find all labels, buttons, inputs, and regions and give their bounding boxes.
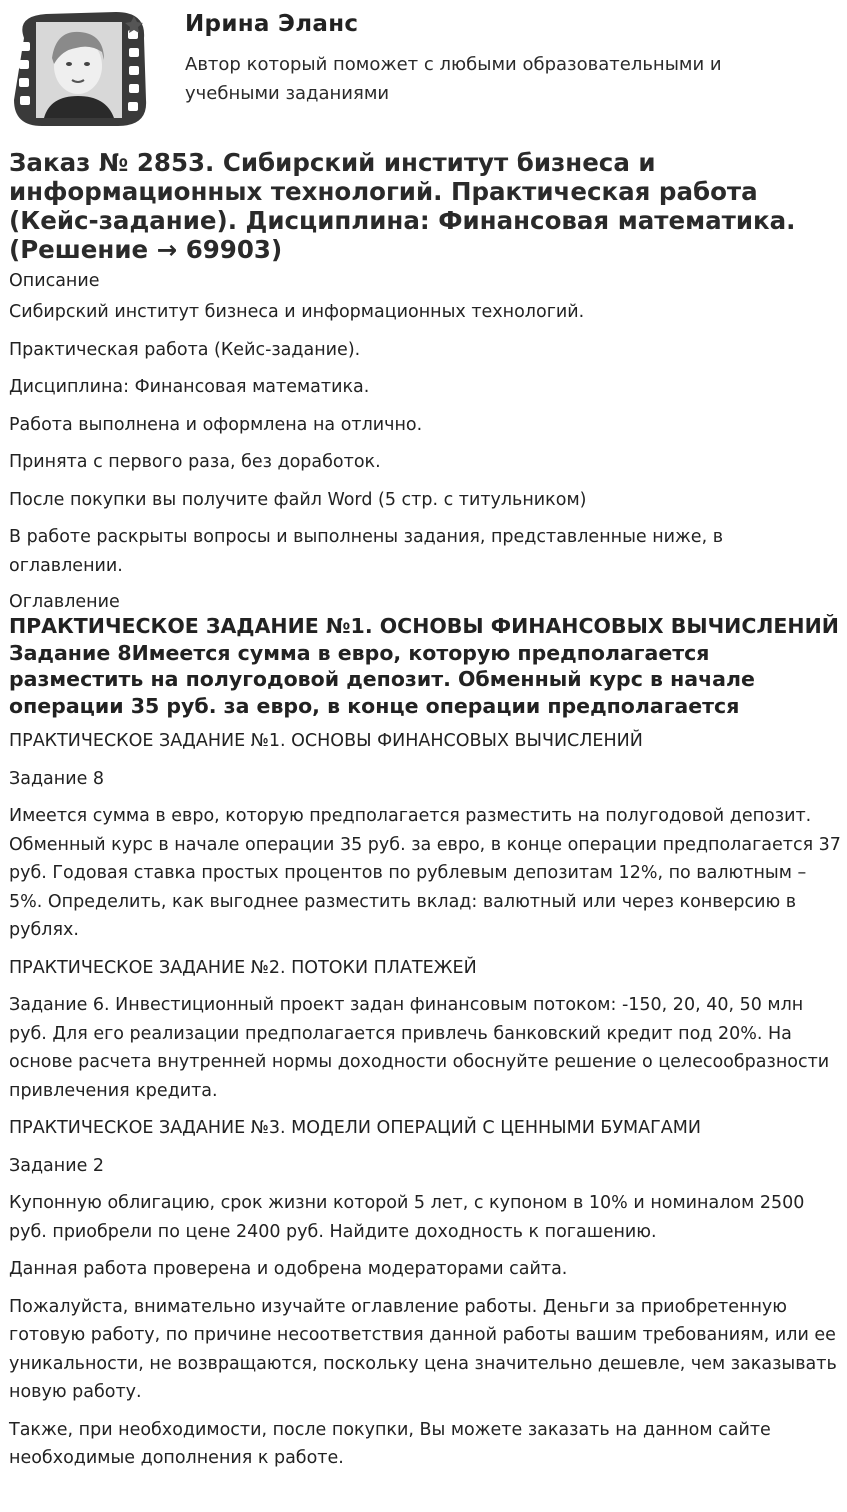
toc-paragraph: Задание 8 — [9, 768, 105, 789]
toc-heading: ПРАКТИЧЕСКОЕ ЗАДАНИЕ №1. ОСНОВЫ ФИНАНСОВЫХ ВЫЧИСЛЕНИЙ Задание 8Имеется сумма в евро, которую предполагается разместить на полугодовой депозит. Обменный курс в начале операции 35 руб. за евро, в конце операции предполагается — [9, 614, 839, 718]
author-block — [0, 0, 847, 140]
description-paragraph: В работе раскрыты вопросы и выполнены задания, представленные ниже, в оглавлении. — [9, 527, 724, 576]
description-label: Описание — [9, 271, 100, 291]
toc-paragraph: ПРАКТИЧЕСКОЕ ЗАДАНИЕ №3. МОДЕЛИ ОПЕРАЦИЙ С ЦЕННЫМИ БУМАГАМИ — [9, 1118, 701, 1139]
author-description: Автор который поможет с любыми образовательными и учебными заданиями — [185, 54, 722, 104]
description-paragraph: Работа выполнена и оформлена на отлично. — [9, 414, 423, 435]
toc-paragraph: Данная работа проверена и одобрена модераторами сайта. — [9, 1259, 568, 1280]
author-name[interactable]: Ирина Эланс — [185, 11, 359, 37]
toc-paragraph: Имеется сумма в евро, которую предполагается разместить на полугодовой депозит. Обменный курс в начале операции 35 руб. за евро, в конце операции предполагается 37 руб. Годовая ставка простых процентов по рублевым депозитам 12%, по валютным – 5%. Определить, как выгоднее разместить вклад: валютный или через конверсию в рублях. — [9, 806, 841, 941]
toc-paragraph: Задание 6. Инвестиционный проект задан финансовым потоком: -150, 20, 40, 50 млн руб. Для его реализации предполагается привлечь банковский кредит под 20%. На основе расчета внутренней нормы доходности обоснуйте решение о целесообразности привлечения кредита. — [9, 995, 830, 1101]
toc-label: Оглавление — [9, 592, 120, 612]
order-title: Заказ № 2853. Сибирский институт бизнеса и информационных технологий. Практическая работа (Кейс-задание). Дисциплина: Финансовая математика. (Решение → 69903) — [9, 148, 796, 264]
description-paragraph: После покупки вы получите файл Word (5 стр. с титульником) — [9, 489, 587, 510]
author-avatar-icon[interactable] — [6, 8, 152, 128]
order-content — [9, 148, 841, 1482]
description-paragraph: Дисциплина: Финансовая математика. — [9, 377, 370, 397]
description-paragraph: Сибирский институт бизнеса и информационных технологий. — [9, 302, 585, 322]
toc-paragraph: Пожалуйста, внимательно изучайте оглавление работы. Деньги за приобретенную готовую работу, по причине несоответствия данной работы вашим требованиям, или ее уникальности, не возвращаются, поскольку цена значительно дешевле, чем заказывать новую работу. — [9, 1296, 837, 1403]
toc-paragraph: Купонную облигацию, срок жизни которой 5 лет, с купоном в 10% и номиналом 2500 руб. приобрели по цене 2400 руб. Найдите доходность к погашению. — [9, 1193, 805, 1242]
description-paragraph: Принята с первого раза, без доработок. — [9, 452, 381, 472]
toc-paragraph: ПРАКТИЧЕСКОЕ ЗАДАНИЕ №2. ПОТОКИ ПЛАТЕЖЕЙ — [9, 957, 477, 978]
toc-paragraph: Также, при необходимости, после покупки, Вы можете заказать на данном сайте необходимые дополнения к работе. — [9, 1419, 771, 1469]
description-paragraph: Практическая работа (Кейс-задание). — [9, 339, 361, 360]
toc-paragraph: Задание 2 — [9, 1155, 105, 1176]
toc-paragraph: ПРАКТИЧЕСКОЕ ЗАДАНИЕ №1. ОСНОВЫ ФИНАНСОВЫХ ВЫЧИСЛЕНИЙ — [9, 731, 643, 752]
